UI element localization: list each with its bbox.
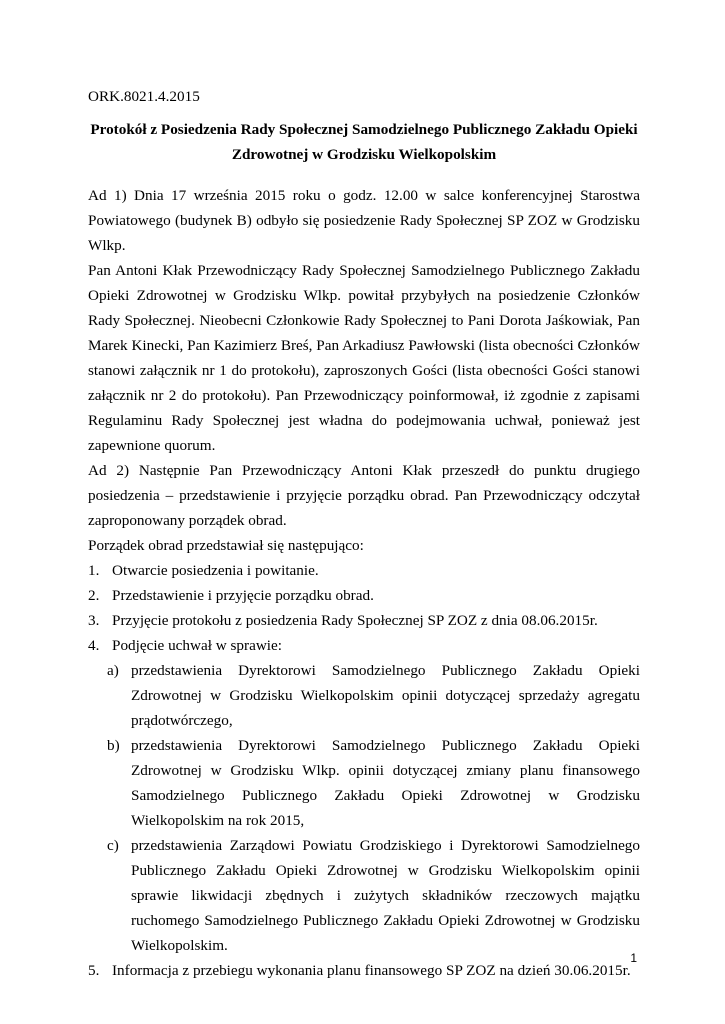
agenda-item-number: 5. xyxy=(88,962,100,979)
agenda-item-text: Przyjęcie protokołu z posiedzenia Rady Społecznej SP ZOZ z dnia 08.06.2015r. xyxy=(112,612,598,629)
resolution-item-letter: b) xyxy=(107,737,120,754)
agenda-item xyxy=(88,558,640,583)
agenda-item-number: 3. xyxy=(88,612,100,629)
agenda-item-text: Przedstawienie i przyjęcie porządku obrad. xyxy=(112,587,374,604)
paragraph-ad1: Ad 1) Dnia 17 września 2015 roku o godz. 12.00 w salce konferencyjnej Starostwa Powiatowego (budynek B) odbyło się posiedzenie Rady Społecznej SP ZOZ w Grodzisku Wlkp. xyxy=(88,187,640,254)
document-body xyxy=(88,84,640,983)
resolution-item-letter: c) xyxy=(107,837,119,854)
agenda-item xyxy=(88,633,640,658)
title-line-2: Zdrowotnej w Grodzisku Wielkopolskim xyxy=(231,146,497,163)
title-line-1: Protokół z Posiedzenia Rady Społecznej Samodzielnego Publicznego Zakładu Opieki xyxy=(90,121,638,138)
agenda-list xyxy=(88,558,640,658)
agenda-item xyxy=(88,608,640,633)
paragraph-welcome: Pan Antoni Kłak Przewodniczący Rady Społecznej Samodzielnego Publicznego Zakładu Opieki Zdrowotnej w Grodzisku Wlkp. powitał przybyłych na posiedzenie Członków Rady Społecznej. Nieobecni Członkowie Rady Społecznej to Pani Dorota Jaśkowiak, Pan Marek Kinecki, Pan Kazimierz Breś, Pan Arkadiusz Pawłowski (lista obecności Członków stanowi załącznik nr 1 do protokołu), zaproszonych Gości (lista obecności Gości stanowi załącznik nr 2 do protokołu). Pan Przewodniczący poinformował, iż zgodnie z zapisami Regulaminu Rady Społecznej jest władna do podejmowania uchwał, ponieważ jest zapewnione quorum. xyxy=(88,262,640,454)
agenda-item-number: 2. xyxy=(88,587,100,604)
resolution-item xyxy=(107,733,640,833)
page-number: 1 xyxy=(630,951,637,965)
resolution-item-text: przedstawienia Zarządowi Powiatu Grodziskiego i Dyrektorowi Samodzielnego Publicznego Zakładu Opieki Zdrowotnej w Grodzisku Wielkopolskim opinii sprawie likwidacji zbędnych i zużytych składników rzeczowych majątku ruchomego Samodzielnego Publicznego Zakładu Opieki Zdrowotnej w Grodzisku Wielkopolskim. xyxy=(131,837,640,954)
agenda-item-text: Otwarcie posiedzenia i powitanie. xyxy=(112,562,319,579)
agenda-item xyxy=(88,583,640,608)
document-title xyxy=(88,117,640,167)
agenda-list-continued xyxy=(88,958,640,983)
resolution-item-letter: a) xyxy=(107,662,119,679)
resolution-item xyxy=(107,833,640,958)
paragraph-agenda-intro: Porządek obrad przedstawiał się następująco: xyxy=(88,537,364,554)
agenda-item xyxy=(88,958,640,983)
reference-number: ORK.8021.4.2015 xyxy=(88,88,200,105)
agenda-item-text: Podjęcie uchwał w sprawie: xyxy=(112,637,282,654)
resolution-item-text: przedstawienia Dyrektorowi Samodzielnego Publicznego Zakładu Opieki Zdrowotnej w Grodzisku Wlkp. opinii dotyczącej zmiany planu finansowego Samodzielnego Publicznego Zakładu Opieki Zdrowotnej w Grodzisku Wielkopolskim na rok 2015, xyxy=(131,737,640,829)
agenda-item-number: 1. xyxy=(88,562,100,579)
agenda-item-number: 4. xyxy=(88,637,100,654)
resolution-item xyxy=(107,658,640,733)
resolution-item-text: przedstawienia Dyrektorowi Samodzielnego Publicznego Zakładu Opieki Zdrowotnej w Grodzisku Wielkopolskim opinii dotyczącej sprzedaży agregatu prądotwórczego, xyxy=(131,662,640,729)
resolutions-sublist xyxy=(88,658,640,958)
agenda-item-text: Informacja z przebiegu wykonania planu finansowego SP ZOZ na dzień 30.06.2015r. xyxy=(112,962,631,979)
paragraph-ad2: Ad 2) Następnie Pan Przewodniczący Antoni Kłak przeszedł do punktu drugiego posiedzenia – przedstawienie i przyjęcie porządku obrad. Pan Przewodniczący odczytał zaproponowany porządek obrad. xyxy=(88,462,640,529)
